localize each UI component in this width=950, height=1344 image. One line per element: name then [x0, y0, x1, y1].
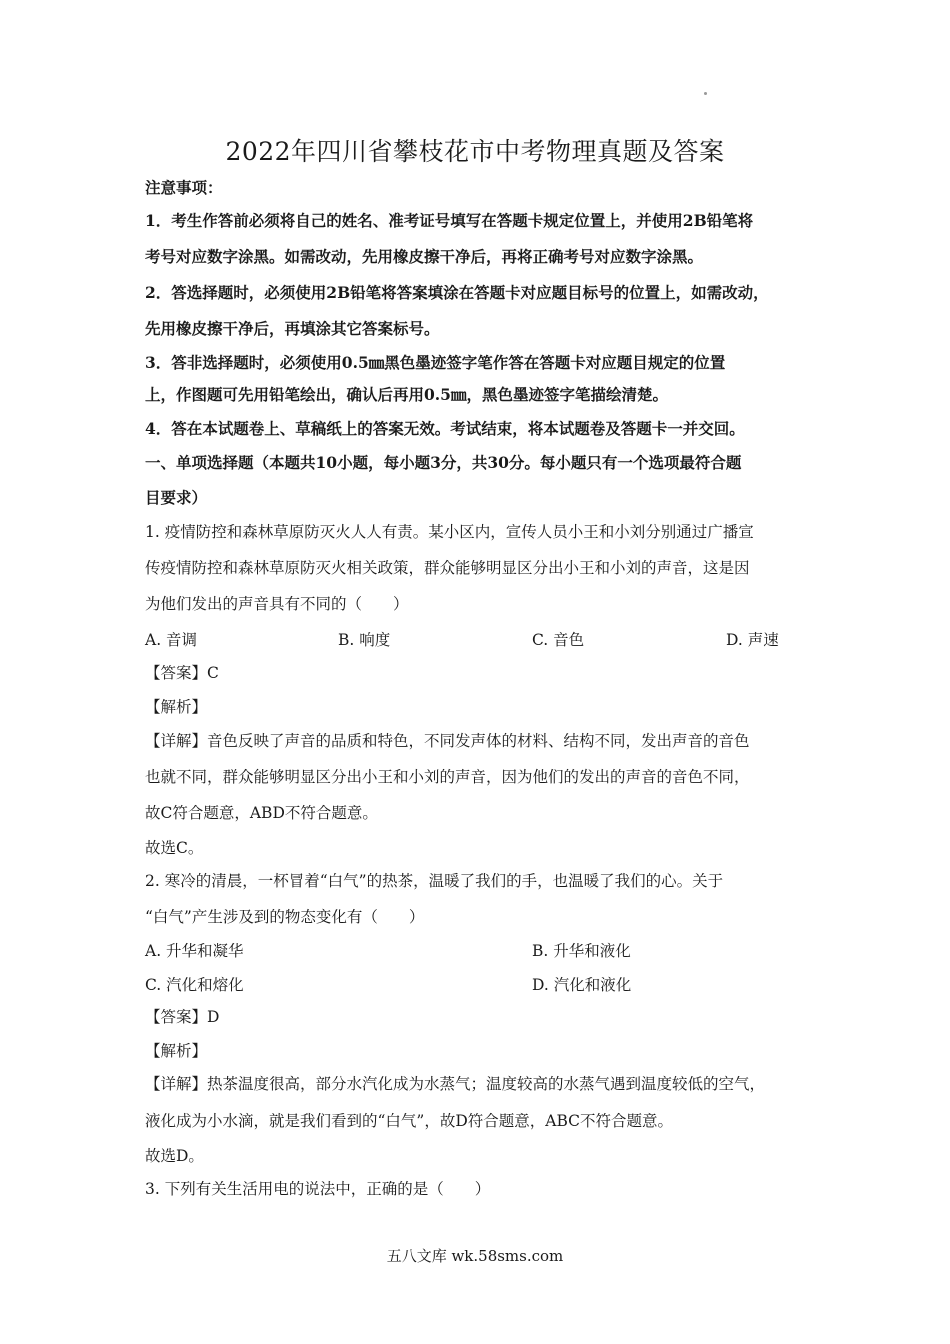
notice-line: 1．考生作答前必须将自己的姓名、准考证号填写在答题卡规定位置上，并使用2B铅笔将: [145, 211, 754, 230]
option-b: B. 升华和液化: [532, 942, 631, 960]
question-text: 为他们发出的声音具有不同的（ ）: [145, 595, 409, 613]
footer-watermark: 五八文库 wk.58sms.com: [386, 1247, 564, 1265]
option-a: A. 音调: [145, 631, 198, 649]
question-text: 3. 下列有关生活用电的说法中，正确的是（ ）: [145, 1180, 491, 1198]
detail-text: 故C符合题意，ABD不符合题意。: [145, 804, 378, 822]
option-d: D. 声速: [726, 631, 779, 649]
notice-line: 3．答非选择题时，必须使用0.5㎜黑色墨迹签字笔作答在答题卡对应题目规定的位置: [145, 353, 726, 372]
page-title: 2022年四川省攀枝花市中考物理真题及答案: [225, 137, 725, 166]
question-text: 传疫情防控和森林草原防灭火相关政策，群众能够明显区分出小王和小刘的声音，这是因: [145, 559, 750, 577]
detail-text: 【详解】音色反映了声音的品质和特色，不同发声体的材料、结构不同，发出声音的音色: [145, 732, 750, 750]
notice-line: 4．答在本试题卷上、草稿纸上的答案无效。考试结束，将本试题卷及答题卡一并交回。: [145, 419, 745, 438]
detail-text: 也就不同，群众能够明显区分出小王和小刘的声音，因为他们的发出的声音的音色不同，: [145, 768, 750, 786]
analysis-label: 【解析】: [145, 698, 208, 716]
notice-line: 2．答选择题时，必须使用2B铅笔将答案填涂在答题卡对应题目标号的位置上，如需改动，: [145, 283, 769, 302]
question-text: 1. 疫情防控和森林草原防灭火人人有责。某小区内，宣传人员小王和小刘分别通过广播宣: [145, 523, 754, 541]
detail-text: 液化成为小水滴，就是我们看到的“白气”，故D符合题意，ABC不符合题意。: [145, 1112, 674, 1130]
notice-line: 考号对应数字涂黑。如需改动，先用橡皮擦干净后，再将正确考号对应数字涂黑。: [145, 247, 704, 266]
option-c: C. 汽化和熔化: [145, 976, 244, 994]
header-mark: [704, 92, 707, 95]
question-text: 2. 寒冷的清晨，一杯冒着“白气”的热茶，温暖了我们的手，也温暖了我们的心。关于: [145, 872, 724, 890]
option-a: A. 升华和凝华: [145, 942, 244, 960]
section-heading: 一、单项选择题（本题共10小题，每小题3分，共30分。每小题只有一个选项最符合题: [145, 453, 742, 472]
option-d: D. 汽化和液化: [532, 976, 632, 994]
detail-text: 【详解】热茶温度很高，部分水汽化成为水蒸气；温度较高的水蒸气遇到温度较低的空气，: [145, 1075, 766, 1093]
analysis-label: 【解析】: [145, 1042, 208, 1060]
notice-line: 上，作图题可先用铅笔绘出，确认后再用0.5㎜，黑色墨迹签字笔描绘清楚。: [145, 385, 668, 404]
notice-heading: 注意事项：: [145, 178, 223, 197]
section-heading-cont: 目要求）: [145, 488, 208, 507]
option-b: B. 响度: [338, 631, 391, 649]
question-text: “白气”产生涉及到的物态变化有（ ）: [145, 908, 425, 926]
choose-text: 故选C。: [145, 839, 204, 857]
answer-label: 【答案】C: [145, 664, 219, 682]
notice-line: 先用橡皮擦干净后，再填涂其它答案标号。: [145, 319, 440, 338]
choose-text: 故选D。: [145, 1147, 204, 1165]
option-c: C. 音色: [532, 631, 585, 649]
answer-label: 【答案】D: [145, 1008, 220, 1026]
